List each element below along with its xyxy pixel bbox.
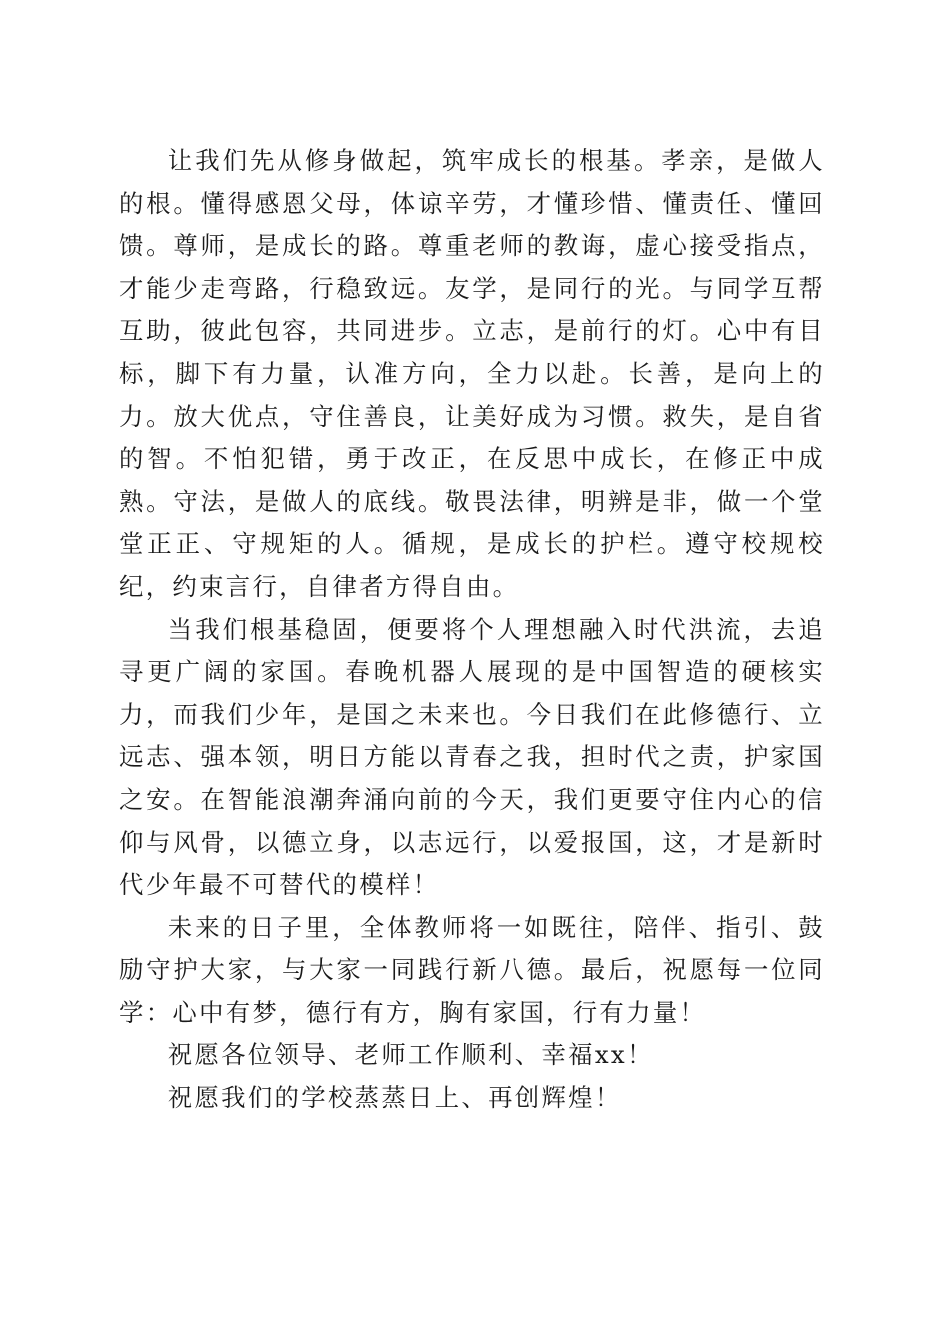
paragraph-wish-school: 祝愿我们的学校蒸蒸日上、再创辉煌！ xyxy=(167,1083,622,1113)
paragraph-homeland: 当我们根基稳固，便要将个人理想融入时代洪流，去追寻更广阔的家国。春晚机器人展现的是中国智造的硬核实力，而我们少年，是国之未来也。今日我们在此修德行、立远志、强本领，明日方能以青春之我，担时代之责，护家国之安。在智能浪潮奔涌向前的今天，我们更要守住内心的信仰与风骨，以德立身，以志远行，以爱报国，这，才是新时代少年最不可替代的模样！ xyxy=(119,614,825,900)
document-body xyxy=(119,140,825,1120)
paragraph-future: 未来的日子里，全体教师将一如既往，陪伴、指引、鼓励守护大家，与大家一同践行新八德。最后，祝愿每一位同学：心中有梦，德行有方，胸有家国，行有力量！ xyxy=(119,912,825,1027)
paragraph-wish-leaders: 祝愿各位领导、老师工作顺利、幸福xx！ xyxy=(167,1040,654,1070)
paragraph-self-cultivation: 让我们先从修身做起，筑牢成长的根基。孝亲，是做人的根。懂得感恩父母，体谅辛劳，才懂珍惜、懂责任、懂回馈。尊师，是成长的路。尊重老师的教诲，虚心接受指点，才能少走弯路，行稳致远。友学，是同行的光。与同学互帮互助，彼此包容，共同进步。立志，是前行的灯。心中有目标，脚下有力量，认准方向，全力以赴。长善，是向上的力。放大优点，守住善良，让美好成为习惯。救失，是自省的智。不怕犯错，勇于改正，在反思中成长，在修正中成熟。守法，是做人的底线。敬畏法律，明辨是非，做一个堂堂正正、守规矩的人。循规，是成长的护栏。遵守校规校纪，约束言行，自律者方得自由。 xyxy=(119,146,825,601)
